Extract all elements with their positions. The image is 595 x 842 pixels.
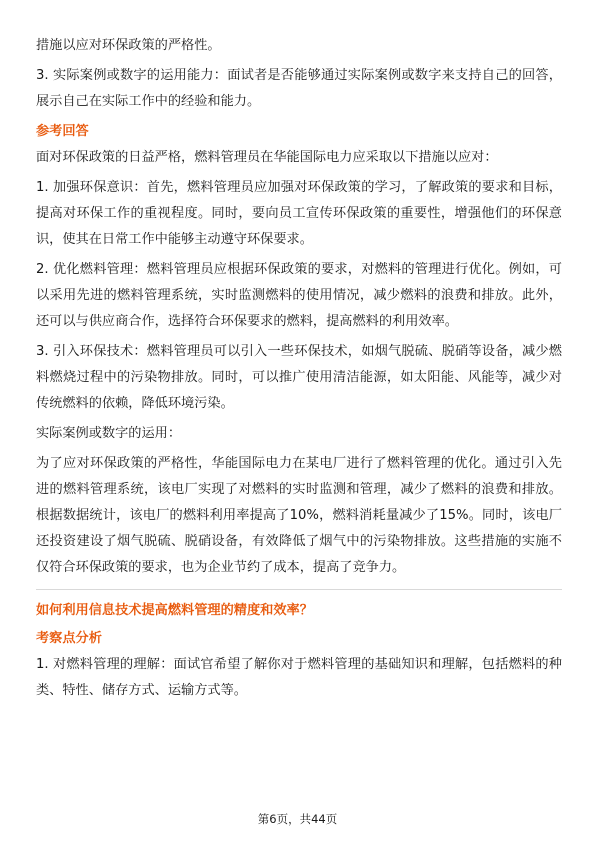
answer-intro: 面对环保政策的日益严格，燃料管理员在华能国际电力应采取以下措施以应对： xyxy=(36,150,498,165)
reference-answer-heading: 参考回答 xyxy=(36,124,89,139)
page-number: 第6页，共44页 xyxy=(257,812,338,826)
analysis-heading: 考察点分析 xyxy=(36,631,102,646)
case-text: 为了应对环保政策的严格性，华能国际电力在某电厂进行了燃料管理的优化。通过引入先进的燃料管理系统，该电厂实现了对燃料的实时监测和管理，减少了燃料的浪费和排放。根据数据统计，该电厂的燃料利用率提高了10%，燃料消耗量减少了15%。同时，该电厂还投资建设了烟气脱硫、脱硝设备，有效降低了烟气中的污染物排放。这些措施的实施不仅符合环保政策的要求，也为企业节约了成本，提高了竞争力。 xyxy=(36,456,562,575)
answer-item-2: 2. 优化燃料管理：燃料管理员应根据环保政策的要求，对燃料的管理进行优化。例如，可以采用先进的燃料管理系统，实时监测燃料的使用情况，减少燃料的浪费和排放。此外，还可以与供应商合作，选择符合环保要求的燃料，提高燃料的利用效率。 xyxy=(36,262,562,329)
page-content xyxy=(36,33,562,708)
answer-item-1: 1. 加强环保意识：首先，燃料管理员应加强对环保政策的学习，了解政策的要求和目标，提高对环保工作的重视程度。同时，要向员工宣传环保政策的重要性，增强他们的环保意识，使其在日常工作中能够主动遵守环保要求。 xyxy=(36,180,562,247)
analysis-item-1: 1. 对燃料管理的理解：面试官希望了解你对于燃料管理的基础知识和理解，包括燃料的种类、特性、储存方式、运输方式等。 xyxy=(36,657,562,698)
case-label: 实际案例或数字的运用： xyxy=(36,426,182,441)
paragraph-criterion-3: 3. 实际案例或数字的运用能力：面试者是否能够通过实际案例或数字来支持自己的回答，展示自己在实际工作中的经验和能力。 xyxy=(36,68,562,109)
section-divider xyxy=(36,589,562,590)
paragraph-continuation: 措施以应对环保政策的严格性。 xyxy=(36,38,221,53)
answer-item-3: 3. 引入环保技术：燃料管理员可以引入一些环保技术，如烟气脱硫、脱硝等设备，减少燃料燃烧过程中的污染物排放。同时，可以推广使用清洁能源，如太阳能、风能等，减少对传统燃料的依赖，降低环境污染。 xyxy=(36,344,562,411)
question-title: 如何利用信息技术提高燃料管理的精度和效率？ xyxy=(36,603,313,618)
